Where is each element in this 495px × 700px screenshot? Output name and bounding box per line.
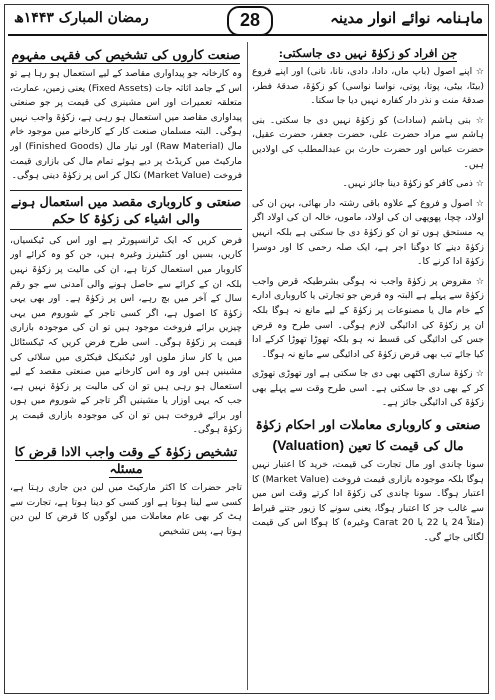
paragraph: ☆ اصول و فروع کے علاوہ باقی رشتہ دار بھائی، بہن ان کی اولاد، چچا، پھوپھی ان کی اولاد، ماموں، خالہ ان کی اولاد اگر یہ مستحق ہوں تو ان کو زکوٰۃ دی جا سکتی ہے بلکہ انہیں زکوٰۃ دینے کا دوگنا اجر ہے، ایک صلہ رحمی کا اور دوسرا زکوٰۃ ادا کرنے کا۔	[252, 197, 484, 268]
paragraph: ☆ اپنے اصول (باپ ماں، دادا، دادی، نانا، نانی) اور اپنے فروع (بیٹا، بیٹی، پوتا، پوتی، نواسا نواسی) کو زکوٰۃ، صدقۂ فطر، صدقۂ منت و نذر دار کفارہ نہیں دیا جا سکتا۔	[252, 66, 484, 107]
page-number-badge: 28	[227, 6, 273, 36]
heading-ineligible-recipients: جن افراد کو زکوٰۃ نہیں دی جاسکتی:	[278, 46, 458, 60]
paragraph: تاجر حضرات کا اکثر مارکیٹ میں لین دین جاری رہتا ہے، کسی سے لینا ہوتا ہے اور کسی کو دینا ہوتا ہے، تجارت سے ہٹ کر بھی عام معاملات میں لوگوں کا قرض کا لین دین ہوتا ہے، پس تشخیص	[10, 482, 242, 537]
paragraph: وہ کارخانہ جو پیداواری مقاصد کے لیے استعمال ہو رہا ہے تو اس کے جامد اثاثہ جات (Fixed Assets) یعنی زمین، عمارت، متعلقہ تعمیرات اور اس مشینری کی قیمت پر جو صنعتی پیداواری مقاصد میں استعمال ہو رہی ہے، زکوٰۃ واجب نہیں ہوگی۔ البتہ مسلمان صنعت کار کے کارخانے میں موجود خام مال (Raw Material) اور تیار مال (Finished Goods) اور مارکیٹ میں کریڈٹ پر دیے ہوئے تمام مال کی بازاری قیمت فروخت (Market Value) نکال کر اس پر زکوٰۃ دینی ہوگی۔	[10, 68, 242, 182]
paragraph: ☆ ذمی کافر کو زکوٰۃ دینا جائز نہیں۔	[342, 178, 484, 190]
valuation-english: (Valuation)	[272, 437, 345, 454]
paragraph: ☆ بنی ہاشم (سادات) کو زکوٰۃ نہیں دی جا سکتی۔ بنی ہاشم سے مراد حضرت علی، حضرت جعفر، حضرت عقیل، حضرت عباس اور حضرت حارث بن عبدالمطلب کی اولادیں ہیں۔	[252, 114, 484, 170]
page-header	[8, 6, 487, 40]
heading-industrial-items: صنعتی و کاروباری مقصد میں استعمال ہونے والی اشیاء کی زکوٰۃ کا حکم	[10, 190, 242, 230]
column-divider	[247, 42, 248, 690]
paragraph: ☆ مقروض پر زکوٰۃ واجب نہ ہوگی بشرطیکہ قرض واجب زکوٰۃ سے پہلے ہے البتہ وہ قرض جو تجارتی یا کاروباری ادارے کے خام مال یا مصنوعات پر زکوٰۃ کے لیے مانع نہ ہوگا بلکہ ان پر زکوٰۃ کی ادائیگی لازم ہوگی۔ اسی طرح وہ قرض جس کی ادائیگی کی قسط نہ ہو بلکہ تھوڑا تھوڑا کرکے ادا کیا جائے تب بھی قرض زکوٰۃ کی ادائیگی سے مانع نہ ہوگا۔	[252, 275, 484, 360]
paragraph: سونا چاندی اور مال تجارت کی قیمت، خرید کا اعتبار نہیں ہوگا بلکہ موجودہ بازاری قیمت فروخت (Market Value) کا اعتبار ہوگا۔ سونا چاندی کی زکوٰۃ ادا کرتے وقت اس میں سے غالب جز کا اعتبار ہوگا، یعنی سونے کا زیور جتنے قیراط (مثلاً 24 یا 22 یا 20 Carat وغیرہ) کا ہوگا اس کی قیمت لگائی جائے گی۔	[252, 459, 484, 544]
header-rule	[8, 34, 487, 36]
heading-debt-issue: تشخیص زکوٰۃ کے وقت واجب الادا قرض کا مسئلہ	[14, 444, 238, 477]
magazine-title: ماہنامہ نوائے انوار مدینہ	[330, 9, 483, 27]
left-column	[10, 46, 242, 686]
heading-valuation	[252, 437, 484, 454]
issue-label: رمضان المبارک ۱۴۴۳ھ	[14, 10, 149, 26]
valuation-urdu: مال کی قیمت کا تعین	[348, 438, 464, 454]
right-column	[252, 46, 484, 686]
paragraph: ☆ زکوٰۃ ساری اکٹھی بھی دی جا سکتی ہے اور تھوڑی تھوڑی کر کے بھی دی جا سکتی ہے۔ اسی طرح وقت سے پہلے بھی زکوٰۃ کی ادائیگی جائز ہے۔	[252, 368, 484, 409]
heading-business-matters: صنعتی و کاروباری معاملات اور احکام زکوٰۃ	[255, 417, 481, 433]
heading-industrial-assessment: صنعت کاروں کی تشخیص کی فقہی مفہوم	[11, 47, 241, 62]
paragraph: فرض کریں کہ ایک ٹرانسپورٹر ہے اور اس کی ٹیکسیاں، کاریں، بسیں اور کنٹینرز وغیرہ ہیں، جن کو وہ کرائے اور کاروبار میں استعمال کرتا ہے، ان کی مالیت پر زکوٰۃ نہیں بلکہ ان کے کرائے سے حاصل ہونے والی آمدنی سے جو رقم سال کے آخر میں بچ رہے، اس پر زکوٰۃ ہے۔ اور بھی یہی زکوٰۃ کا اصول ہے، اگر کسی تاجر کے شوروم میں یہی چیزیں برائے فروخت موجود ہیں تو ان کی موجودہ بازاری قیمت پر زکوٰۃ ہوگی۔ اسی طرح فرض کریں کہ ٹیکسٹائل میں یا کار ساز ملوں اور ٹیکنیکل فیکٹری میں سلائی کی مشینیں ہیں اور وہ اس کارخانے میں صنعتی مقصد کے لیے استعمال ہو رہی ہیں تو ان کی مالیت پر زکوٰۃ نہیں ہے، جب کہ یہی اوزار یا مشینیں اگر تاجر کے شوروم میں ہوں اور برائے فروخت ہیں تو ان کی موجودہ بازاری قیمت پر زکوٰۃ ہوگی۔	[10, 234, 242, 436]
